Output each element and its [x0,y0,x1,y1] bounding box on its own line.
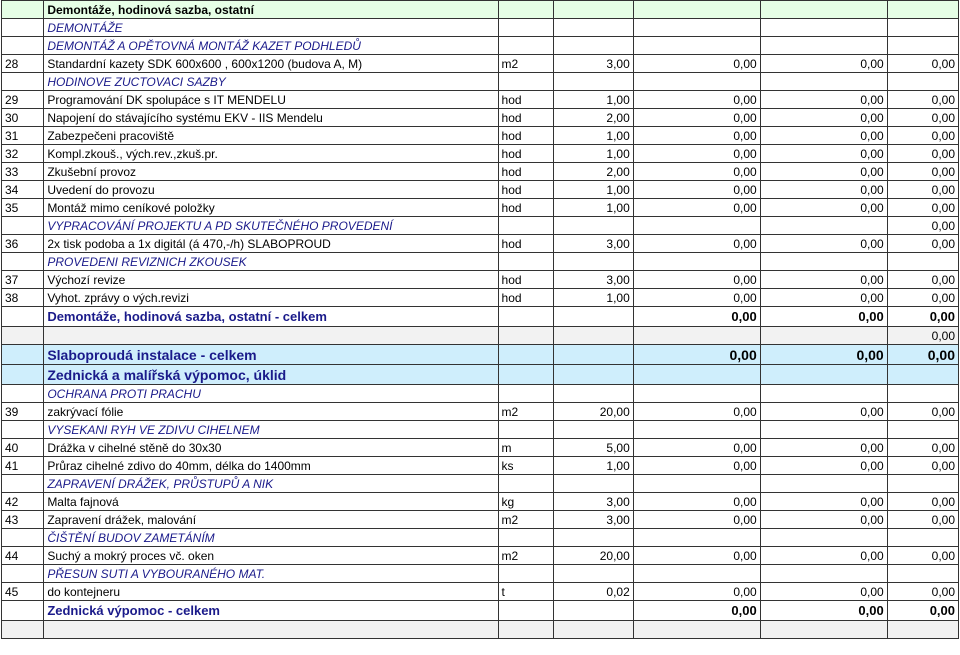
row-unit[interactable] [498,73,554,91]
row-description[interactable]: Zabezpečeni pracoviště [44,127,498,145]
row-quantity[interactable]: 1,00 [554,127,633,145]
row-quantity[interactable] [554,253,633,271]
subsection-row [2,529,959,547]
row-description[interactable]: Zednická a malířská výpomoc, úklid [44,365,498,385]
row-price-install[interactable]: 0,00 [760,199,887,217]
row-number[interactable] [2,475,44,493]
row-description[interactable]: Slaboproudá instalace - celkem [44,345,498,365]
row-price-supply[interactable]: 0,00 [633,91,760,109]
row-price-install[interactable] [760,565,887,583]
subsection-row [2,565,959,583]
row-price-total[interactable] [887,37,958,55]
table-row [2,163,959,181]
row-price-install[interactable]: 0,00 [760,181,887,199]
table-row [2,457,959,475]
row-description[interactable]: 2x tisk podoba a 1x digitál (á 470,-/h) SLABOPROUD [44,235,498,253]
row-unit[interactable] [498,1,554,19]
row-number[interactable]: 40 [2,439,44,457]
row-description[interactable]: Napojení do stávajícího systému EKV - IIS Mendelu [44,109,498,127]
row-price-total[interactable]: 0,00 [887,439,958,457]
row-price-supply[interactable] [633,385,760,403]
row-price-supply[interactable]: 0,00 [633,403,760,421]
table-row [2,181,959,199]
row-price-supply[interactable] [633,529,760,547]
row-price-total[interactable]: 0,00 [887,345,958,365]
row-quantity[interactable] [554,19,633,37]
table-row [2,199,959,217]
row-quantity[interactable] [554,421,633,439]
row-quantity[interactable]: 3,00 [554,511,633,529]
row-price-install[interactable] [760,19,887,37]
row-number[interactable]: 35 [2,199,44,217]
row-price-install[interactable]: 0,00 [760,271,887,289]
row-price-install[interactable] [760,385,887,403]
row-price-total[interactable]: 0,00 [887,199,958,217]
row-number[interactable]: 28 [2,55,44,73]
table-row [2,289,959,307]
row-quantity[interactable]: 20,00 [554,403,633,421]
row-number[interactable]: 45 [2,583,44,601]
budget-table [1,0,959,639]
row-price-install[interactable] [760,421,887,439]
row-unit[interactable]: kg [498,493,554,511]
row-price-supply[interactable] [633,421,760,439]
row-price-install[interactable] [760,327,887,345]
row-quantity[interactable] [554,365,633,385]
row-description[interactable]: Uvedení do provozu [44,181,498,199]
row-unit[interactable] [498,365,554,385]
row-price-total[interactable]: 0,00 [887,217,958,235]
row-price-supply[interactable]: 0,00 [633,163,760,181]
row-price-install[interactable] [760,217,887,235]
table-row [2,511,959,529]
row-price-supply[interactable] [633,621,760,639]
row-price-install[interactable]: 0,00 [760,547,887,565]
row-price-install[interactable] [760,73,887,91]
subsection-row [2,37,959,55]
row-quantity[interactable] [554,37,633,55]
row-unit[interactable] [498,217,554,235]
row-price-supply[interactable] [633,37,760,55]
row-description[interactable]: ZAPRAVENÍ DRÁŽEK, PRŮSTUPŮ A NIK [44,475,498,493]
row-unit[interactable] [498,345,554,365]
row-price-install[interactable]: 0,00 [760,457,887,475]
row-unit[interactable] [498,19,554,37]
row-price-install[interactable]: 0,00 [760,601,887,621]
budget-table-body [2,1,959,639]
row-price-supply[interactable] [633,19,760,37]
subsection-row [2,475,959,493]
row-unit[interactable]: hod [498,289,554,307]
row-number[interactable]: 37 [2,271,44,289]
row-price-supply[interactable]: 0,00 [633,547,760,565]
row-price-install[interactable]: 0,00 [760,91,887,109]
row-quantity[interactable] [554,385,633,403]
table-row [2,109,959,127]
table-row [2,145,959,163]
row-price-total[interactable]: 0,00 [887,271,958,289]
row-number[interactable] [2,385,44,403]
subsection-row [2,217,959,235]
row-unit[interactable] [498,421,554,439]
row-price-supply[interactable]: 0,00 [633,181,760,199]
row-unit[interactable]: hod [498,181,554,199]
row-quantity[interactable] [554,307,633,327]
row-description[interactable]: Vyhot. zprávy o vých.revizi [44,289,498,307]
row-number[interactable]: 32 [2,145,44,163]
row-price-total[interactable] [887,253,958,271]
row-quantity[interactable]: 1,00 [554,199,633,217]
row-number[interactable]: 41 [2,457,44,475]
row-price-install[interactable]: 0,00 [760,145,887,163]
section-header-row [2,1,959,19]
row-quantity[interactable] [554,73,633,91]
table-row [2,127,959,145]
row-description[interactable]: DEMONTÁŽE [44,19,498,37]
row-number[interactable] [2,345,44,365]
row-description[interactable]: Demontáže, hodinová sazba, ostatní [44,1,498,19]
row-unit[interactable] [498,307,554,327]
row-number[interactable]: 30 [2,109,44,127]
row-quantity[interactable]: 3,00 [554,271,633,289]
row-price-install[interactable]: 0,00 [760,163,887,181]
row-number[interactable]: 43 [2,511,44,529]
row-unit[interactable]: m2 [498,403,554,421]
row-description[interactable]: Kompl.zkouš., vých.rev.,zkuš.pr. [44,145,498,163]
table-row [2,271,959,289]
row-description[interactable]: Malta fajnová [44,493,498,511]
row-price-supply[interactable]: 0,00 [633,583,760,601]
row-description[interactable]: Zkušební provoz [44,163,498,181]
subsection-row [2,19,959,37]
row-price-supply[interactable]: 0,00 [633,199,760,217]
row-number[interactable]: 29 [2,91,44,109]
row-number[interactable] [2,421,44,439]
row-price-supply[interactable] [633,1,760,19]
table-row [2,547,959,565]
row-price-total[interactable]: 0,00 [887,547,958,565]
row-price-supply[interactable] [633,365,760,385]
row-price-supply[interactable] [633,253,760,271]
row-quantity[interactable] [554,529,633,547]
row-number[interactable] [2,601,44,621]
row-price-supply[interactable]: 0,00 [633,457,760,475]
row-price-supply[interactable]: 0,00 [633,55,760,73]
table-row [2,55,959,73]
row-quantity[interactable] [554,1,633,19]
row-price-supply[interactable] [633,327,760,345]
row-unit[interactable]: hod [498,145,554,163]
row-price-total[interactable]: 0,00 [887,145,958,163]
row-unit[interactable]: m2 [498,547,554,565]
row-price-total[interactable]: 0,00 [887,127,958,145]
row-unit[interactable]: hod [498,235,554,253]
row-unit[interactable]: hod [498,271,554,289]
row-description[interactable]: Průraz cihelné zdivo do 40mm, délka do 1400mm [44,457,498,475]
row-price-total[interactable] [887,475,958,493]
row-price-total[interactable]: 0,00 [887,109,958,127]
row-number[interactable] [2,253,44,271]
row-unit[interactable]: ks [498,457,554,475]
row-price-install[interactable]: 0,00 [760,493,887,511]
row-unit[interactable]: hod [498,91,554,109]
row-unit[interactable]: hod [498,109,554,127]
row-price-supply[interactable]: 0,00 [633,601,760,621]
row-price-install[interactable]: 0,00 [760,345,887,365]
row-description[interactable]: do kontejneru [44,583,498,601]
row-description[interactable]: Suchý a mokrý proces vč. oken [44,547,498,565]
row-quantity[interactable]: 0,02 [554,583,633,601]
row-price-total[interactable] [887,385,958,403]
row-number[interactable]: 36 [2,235,44,253]
section-total-row [2,601,959,621]
row-price-total[interactable]: 0,00 [887,601,958,621]
row-quantity[interactable]: 1,00 [554,457,633,475]
row-number[interactable] [2,365,44,385]
row-price-supply[interactable]: 0,00 [633,127,760,145]
row-number[interactable]: 42 [2,493,44,511]
row-quantity[interactable] [554,621,633,639]
row-price-install[interactable] [760,253,887,271]
row-price-total[interactable] [887,565,958,583]
row-price-total[interactable]: 0,00 [887,307,958,327]
row-unit[interactable]: m2 [498,55,554,73]
row-description[interactable]: Zapravení drážek, malování [44,511,498,529]
row-description[interactable]: ČIŠTĚNÍ BUDOV ZAMETÁNÍM [44,529,498,547]
row-price-total[interactable] [887,19,958,37]
row-price-total[interactable] [887,421,958,439]
row-price-supply[interactable] [633,475,760,493]
row-quantity[interactable]: 5,00 [554,439,633,457]
row-quantity[interactable]: 2,00 [554,109,633,127]
row-unit[interactable] [498,327,554,345]
row-number[interactable] [2,307,44,327]
row-quantity[interactable] [554,565,633,583]
row-price-supply[interactable]: 0,00 [633,289,760,307]
row-number[interactable] [2,529,44,547]
row-description[interactable] [44,621,498,639]
row-price-total[interactable]: 0,00 [887,493,958,511]
table-row [2,403,959,421]
row-quantity[interactable] [554,345,633,365]
row-number[interactable]: 31 [2,127,44,145]
row-price-install[interactable]: 0,00 [760,235,887,253]
row-description[interactable]: HODINOVE ZUCTOVACI SAZBY [44,73,498,91]
row-price-total[interactable]: 0,00 [887,55,958,73]
row-price-supply[interactable]: 0,00 [633,439,760,457]
table-row [2,583,959,601]
row-unit[interactable]: m [498,439,554,457]
section-total-row [2,307,959,327]
row-description[interactable]: Zednická výpomoc - celkem [44,601,498,621]
row-number[interactable] [2,73,44,91]
row-number[interactable] [2,37,44,55]
table-row [2,91,959,109]
row-unit[interactable] [498,601,554,621]
subsection-row [2,253,959,271]
row-price-install[interactable] [760,1,887,19]
row-description[interactable] [44,327,498,345]
summary-row [2,365,959,385]
row-price-supply[interactable]: 0,00 [633,493,760,511]
subsection-row [2,73,959,91]
row-description[interactable]: Výchozí revize [44,271,498,289]
row-description[interactable]: Demontáže, hodinová sazba, ostatní - celkem [44,307,498,327]
row-unit[interactable]: hod [498,163,554,181]
summary-row [2,345,959,365]
row-price-install[interactable]: 0,00 [760,55,887,73]
row-price-total[interactable] [887,621,958,639]
row-price-total[interactable]: 0,00 [887,403,958,421]
row-number[interactable] [2,565,44,583]
row-quantity[interactable]: 20,00 [554,547,633,565]
row-number[interactable] [2,19,44,37]
row-quantity[interactable]: 3,00 [554,55,633,73]
row-description[interactable]: PŘESUN SUTI A VYBOURANÉHO MAT. [44,565,498,583]
table-row [2,235,959,253]
row-unit[interactable] [498,529,554,547]
table-row [2,493,959,511]
row-number[interactable] [2,621,44,639]
row-price-total[interactable]: 0,00 [887,327,958,345]
row-number[interactable] [2,327,44,345]
row-price-install[interactable]: 0,00 [760,307,887,327]
row-number[interactable]: 38 [2,289,44,307]
spacer-row [2,327,959,345]
table-row [2,439,959,457]
row-number[interactable]: 34 [2,181,44,199]
row-price-install[interactable] [760,365,887,385]
row-unit[interactable] [498,565,554,583]
row-quantity[interactable]: 1,00 [554,91,633,109]
row-price-supply[interactable] [633,73,760,91]
row-price-supply[interactable]: 0,00 [633,345,760,365]
row-unit[interactable] [498,253,554,271]
row-unit[interactable] [498,385,554,403]
row-unit[interactable] [498,621,554,639]
row-description[interactable]: DEMONTÁŽ A OPĚTOVNÁ MONTÁŽ KAZET PODHLEDŮ [44,37,498,55]
row-quantity[interactable] [554,601,633,621]
row-price-supply[interactable]: 0,00 [633,307,760,327]
row-price-supply[interactable]: 0,00 [633,109,760,127]
row-price-install[interactable] [760,475,887,493]
row-number[interactable] [2,217,44,235]
row-price-total[interactable]: 0,00 [887,457,958,475]
row-description[interactable]: Standardní kazety SDK 600x600 , 600x1200 (budova A, M) [44,55,498,73]
row-description[interactable]: Drážka v cihelné stěně do 30x30 [44,439,498,457]
row-price-total[interactable]: 0,00 [887,163,958,181]
row-number[interactable]: 39 [2,403,44,421]
row-price-total[interactable]: 0,00 [887,181,958,199]
row-description[interactable]: VYPRACOVÁNÍ PROJEKTU A PD SKUTEČNÉHO PROVEDENÍ [44,217,498,235]
row-price-install[interactable]: 0,00 [760,511,887,529]
row-price-supply[interactable]: 0,00 [633,145,760,163]
row-unit[interactable]: hod [498,199,554,217]
row-quantity[interactable]: 1,00 [554,145,633,163]
subsection-row [2,421,959,439]
row-price-install[interactable]: 0,00 [760,127,887,145]
row-number[interactable]: 44 [2,547,44,565]
row-description[interactable]: OCHRANA PROTI PRACHU [44,385,498,403]
row-quantity[interactable] [554,475,633,493]
row-unit[interactable]: hod [498,127,554,145]
row-price-install[interactable] [760,37,887,55]
row-price-install[interactable]: 0,00 [760,439,887,457]
row-price-total[interactable]: 0,00 [887,91,958,109]
row-description[interactable]: PROVEDENI REVIZNICH ZKOUSEK [44,253,498,271]
row-price-install[interactable]: 0,00 [760,583,887,601]
row-unit[interactable] [498,37,554,55]
row-price-install[interactable]: 0,00 [760,403,887,421]
row-quantity[interactable]: 1,00 [554,289,633,307]
row-description[interactable]: Programování DK spolupáce s IT MENDELU [44,91,498,109]
row-price-supply[interactable] [633,217,760,235]
row-description[interactable]: VYSEKANI RYH VE ZDIVU CIHELNEM [44,421,498,439]
subsection-row [2,385,959,403]
row-price-install[interactable] [760,621,887,639]
row-price-total[interactable]: 0,00 [887,511,958,529]
row-price-supply[interactable] [633,565,760,583]
row-description[interactable]: zakrývací fólie [44,403,498,421]
row-quantity[interactable]: 3,00 [554,235,633,253]
row-price-install[interactable] [760,529,887,547]
row-price-supply[interactable]: 0,00 [633,271,760,289]
row-price-supply[interactable]: 0,00 [633,511,760,529]
row-unit[interactable] [498,475,554,493]
row-description[interactable]: Montáž mimo ceníkové položky [44,199,498,217]
row-price-total[interactable] [887,365,958,385]
spacer-row [2,621,959,639]
row-quantity[interactable] [554,327,633,345]
row-price-total[interactable]: 0,00 [887,235,958,253]
row-price-total[interactable]: 0,00 [887,289,958,307]
row-price-total[interactable] [887,1,958,19]
row-price-install[interactable]: 0,00 [760,109,887,127]
row-quantity[interactable]: 2,00 [554,163,633,181]
row-number[interactable] [2,1,44,19]
row-price-install[interactable]: 0,00 [760,289,887,307]
row-unit[interactable]: m2 [498,511,554,529]
row-price-total[interactable] [887,73,958,91]
row-quantity[interactable]: 1,00 [554,181,633,199]
row-quantity[interactable] [554,217,633,235]
row-price-total[interactable]: 0,00 [887,583,958,601]
row-unit[interactable]: t [498,583,554,601]
row-quantity[interactable]: 3,00 [554,493,633,511]
row-number[interactable]: 33 [2,163,44,181]
row-price-total[interactable] [887,529,958,547]
row-price-supply[interactable]: 0,00 [633,235,760,253]
